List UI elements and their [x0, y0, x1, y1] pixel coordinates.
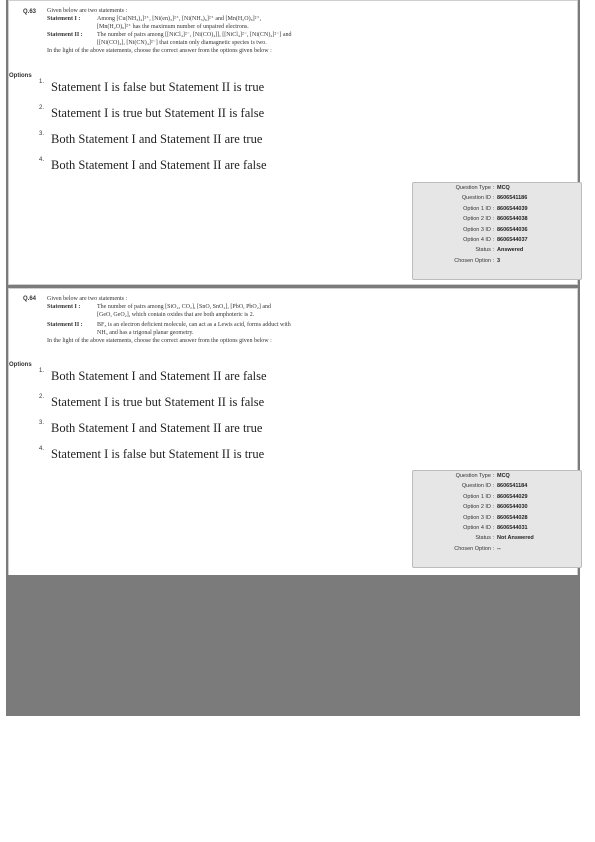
info-value: 8606544030	[497, 504, 528, 511]
question-prompt: In the light of the above statements, choose the correct answer from the options given below :	[47, 48, 272, 54]
info-value: Answered	[497, 247, 524, 254]
option-number: 2.	[39, 394, 45, 400]
question-card-63	[8, 0, 578, 285]
statement-2-line-2: NH₃ and has a trigonal planar geometry.	[97, 330, 194, 336]
question-prompt: In the light of the above statements, choose the correct answer from the options given below :	[47, 338, 272, 344]
statement-2-line-2: [[Ni(CO)₄], [Ni(CN)₄]²⁻] that contain only diamagnetic species is two.	[97, 40, 267, 46]
question-info-panel	[412, 470, 582, 568]
info-value: 8606541184	[497, 483, 528, 490]
statement-1-text	[97, 303, 377, 319]
option-text: Both Statement I and Statement II are false	[51, 369, 267, 383]
statement-2-line-1: BF₃ is an electron deficient molecule, can act as a Lewis acid, forms adduct with	[97, 322, 291, 328]
option-text: Both Statement I and Statement II are true	[51, 421, 263, 435]
info-row-question-id	[413, 481, 581, 491]
question-intro: Given below are two statements :	[47, 296, 128, 302]
option-number: 3.	[39, 420, 45, 426]
statement-2	[47, 31, 377, 47]
statement-1-label: Statement I :	[47, 16, 81, 22]
info-row-chosen-option	[413, 256, 581, 266]
statement-2-text	[97, 31, 377, 47]
info-row-status	[413, 533, 581, 543]
info-key: Option 1 ID :	[463, 205, 494, 212]
statement-1-line-2: [GeO, GeO₂], which contain oxides that are both amphoteric is 2.	[97, 312, 255, 318]
info-key: Question ID :	[461, 195, 494, 202]
option-2[interactable]	[39, 106, 264, 121]
question-text	[47, 7, 377, 55]
statement-1-line-1: Among [Cu(NH₃)₄]²⁺, [Ni(en)₃]²⁺, [Ni(NH₃)₆]²⁺ and [Mn(H₂O)₆]²⁺,	[97, 16, 262, 22]
question-info-panel	[412, 182, 582, 280]
option-text: Statement I is false but Statement II is true	[51, 447, 265, 461]
info-key: Chosen Option :	[454, 545, 494, 552]
info-row-chosen-option	[413, 544, 581, 554]
info-value: 8606541186	[497, 195, 528, 202]
info-value: 8606544037	[497, 237, 528, 244]
option-number: 4.	[39, 157, 45, 163]
statement-1	[47, 303, 377, 319]
option-number: 1.	[39, 368, 45, 374]
option-2[interactable]	[39, 395, 264, 410]
option-3[interactable]	[39, 132, 262, 147]
statement-2-label: Statement II :	[47, 322, 83, 328]
statement-2	[47, 321, 377, 337]
info-key: Status :	[475, 535, 494, 542]
info-value: MCQ	[497, 185, 510, 191]
info-key: Status :	[475, 247, 494, 254]
info-row-option-2-id	[413, 214, 581, 224]
info-key: Option 4 ID :	[463, 525, 494, 532]
question-intro: Given below are two statements :	[47, 8, 128, 14]
info-row-option-3-id	[413, 513, 581, 523]
info-key: Option 2 ID :	[463, 216, 494, 223]
info-value: 8606544039	[497, 205, 528, 212]
option-number: 1.	[39, 79, 45, 85]
page-bottom-background	[6, 575, 580, 716]
info-value: --	[497, 545, 501, 552]
info-row-status	[413, 245, 581, 255]
info-value: 8606544036	[497, 226, 528, 233]
info-row-option-4-id	[413, 523, 581, 533]
info-row-option-1-id	[413, 204, 581, 214]
option-4[interactable]	[39, 158, 267, 173]
options-label: Options	[9, 362, 32, 368]
option-text: Both Statement I and Statement II are true	[51, 132, 263, 146]
info-row-option-4-id	[413, 235, 581, 245]
info-value: MCQ	[497, 473, 510, 479]
info-key: Question Type :	[455, 185, 494, 191]
info-value: 8606544038	[497, 216, 528, 223]
info-key: Chosen Option :	[454, 257, 494, 264]
question-number: Q.64	[23, 296, 37, 302]
option-text: Statement I is false but Statement II is true	[51, 80, 265, 94]
info-value: 8606544031	[497, 525, 528, 532]
question-card-64	[8, 288, 578, 577]
statement-1	[47, 15, 377, 31]
info-key: Option 2 ID :	[463, 504, 494, 511]
info-key: Option 4 ID :	[463, 237, 494, 244]
info-key: Option 3 ID :	[463, 226, 494, 233]
statement-1-line-1: The number of pairs among [SiO₂, CO₂], [SnO, SnO₂], [PbO, PbO₂] and	[97, 304, 272, 310]
statement-1-label: Statement I :	[47, 304, 81, 310]
info-row-option-2-id	[413, 502, 581, 512]
option-text: Statement I is true but Statement II is false	[51, 395, 265, 409]
statement-1-text	[97, 15, 377, 31]
info-value: 8606544029	[497, 493, 528, 500]
option-1[interactable]	[39, 80, 264, 95]
info-row-question-type	[413, 183, 581, 193]
options-label: Options	[9, 73, 32, 79]
info-row-question-id	[413, 193, 581, 203]
info-value: 8606544028	[497, 514, 528, 521]
option-1[interactable]	[39, 369, 267, 384]
statement-1-line-2: [Mn(H₂O)₆]²⁺ has the maximum number of unpaired electrons.	[97, 24, 249, 30]
info-key: Option 1 ID :	[463, 493, 494, 500]
info-key: Option 3 ID :	[463, 514, 494, 521]
info-row-option-3-id	[413, 225, 581, 235]
option-text: Both Statement I and Statement II are false	[51, 158, 267, 172]
statement-2-label: Statement II :	[47, 32, 83, 38]
info-value: 3	[497, 257, 501, 264]
option-3[interactable]	[39, 421, 262, 436]
question-number: Q.63	[23, 9, 37, 15]
question-text	[47, 295, 377, 345]
info-key: Question ID :	[461, 483, 494, 490]
info-key: Question Type :	[455, 473, 494, 479]
option-number: 3.	[39, 131, 45, 137]
option-text: Statement I is true but Statement II is false	[51, 106, 265, 120]
info-row-question-type	[413, 471, 581, 481]
option-4[interactable]	[39, 447, 264, 462]
option-number: 2.	[39, 105, 45, 111]
option-number: 4.	[39, 446, 45, 452]
info-row-option-1-id	[413, 492, 581, 502]
statement-2-text	[97, 321, 377, 337]
info-value: Not Answered	[497, 535, 534, 542]
statement-2-line-1: The number of pairs among [[NiCl₄]²⁻, [Ni(CO)₄]], [[NiCl₄]²⁻, [Ni(CN)₄]²⁻] and	[97, 32, 292, 38]
